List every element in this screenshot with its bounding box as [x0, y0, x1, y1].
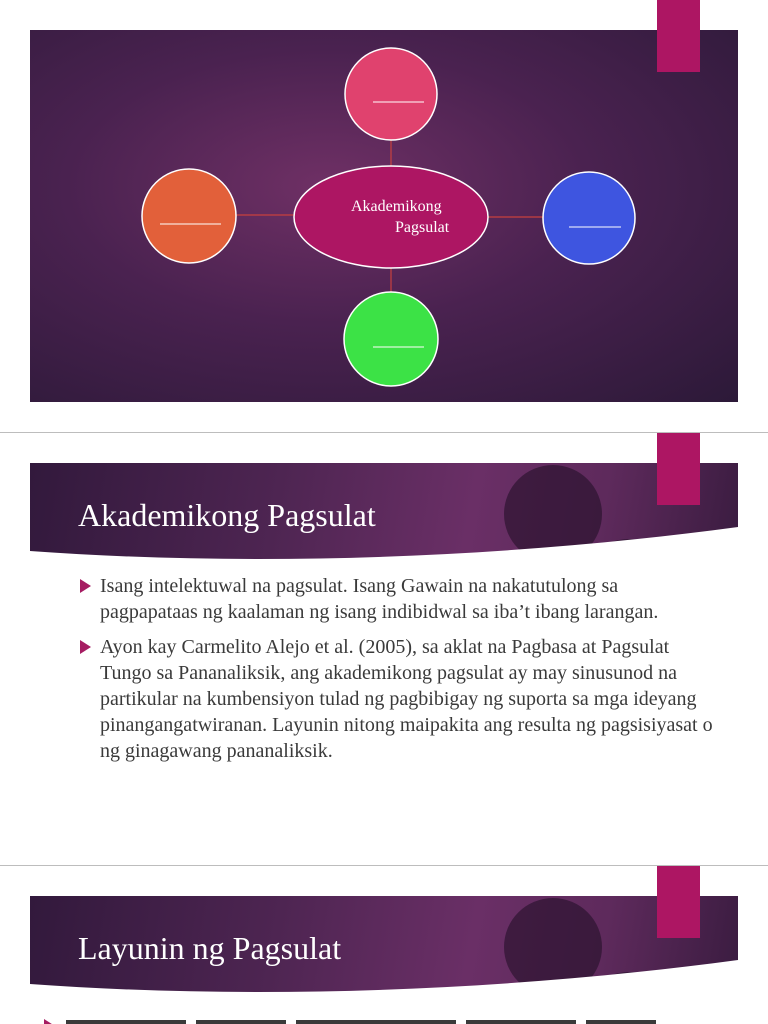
title-banner	[30, 463, 738, 565]
slide-title: Layunin ng Pagsulat	[78, 930, 342, 966]
accent-tab	[657, 433, 700, 505]
triangle-bullet-icon	[80, 579, 91, 593]
center-label-line2: Pagsulat	[395, 219, 450, 236]
list-item	[78, 573, 718, 625]
triangle-bullet-icon	[80, 640, 91, 654]
slide-layunin-ng-pagsulat	[0, 866, 768, 1024]
slide-title: Akademikong Pagsulat	[78, 497, 376, 533]
bullet-text: Isang intelektuwal na pagsulat. Isang Gawain na nakatutulong sa pagpapataas ng kaalaman ng isang indibidwal sa iba’t ibang larangan.	[100, 575, 659, 623]
slide-diagram	[0, 0, 768, 432]
node-center	[294, 166, 488, 268]
cut-off-text-fragment	[66, 1020, 666, 1024]
triangle-bullet-icon	[44, 1019, 55, 1024]
node-top	[345, 48, 437, 140]
bullet-text: Ayon kay Carmelito Alejo et al. (2005), sa aklat na Pagbasa at Pagsulat Tungo sa Pananaliksik, ang akademikong pagsulat ay may sinusunod na partikular na kumbensiyon tulad ng pagbibigay ng suporta sa mga ideyang pinangangatwiranan. Layunin nitong maipakita ang resulta ng pagsisiyasat o ng ginagawang pananaliksik.	[100, 636, 713, 762]
cut-off-bullet	[40, 1016, 680, 1024]
slide-akademikong-pagsulat	[0, 433, 768, 865]
title-banner	[30, 896, 738, 998]
node-bottom	[344, 292, 438, 386]
node-left	[142, 169, 236, 263]
center-label-line1: Akademikong	[351, 198, 442, 215]
bullet-list	[78, 573, 718, 773]
accent-tab	[657, 866, 700, 938]
node-right	[543, 172, 635, 264]
list-item	[78, 634, 718, 764]
